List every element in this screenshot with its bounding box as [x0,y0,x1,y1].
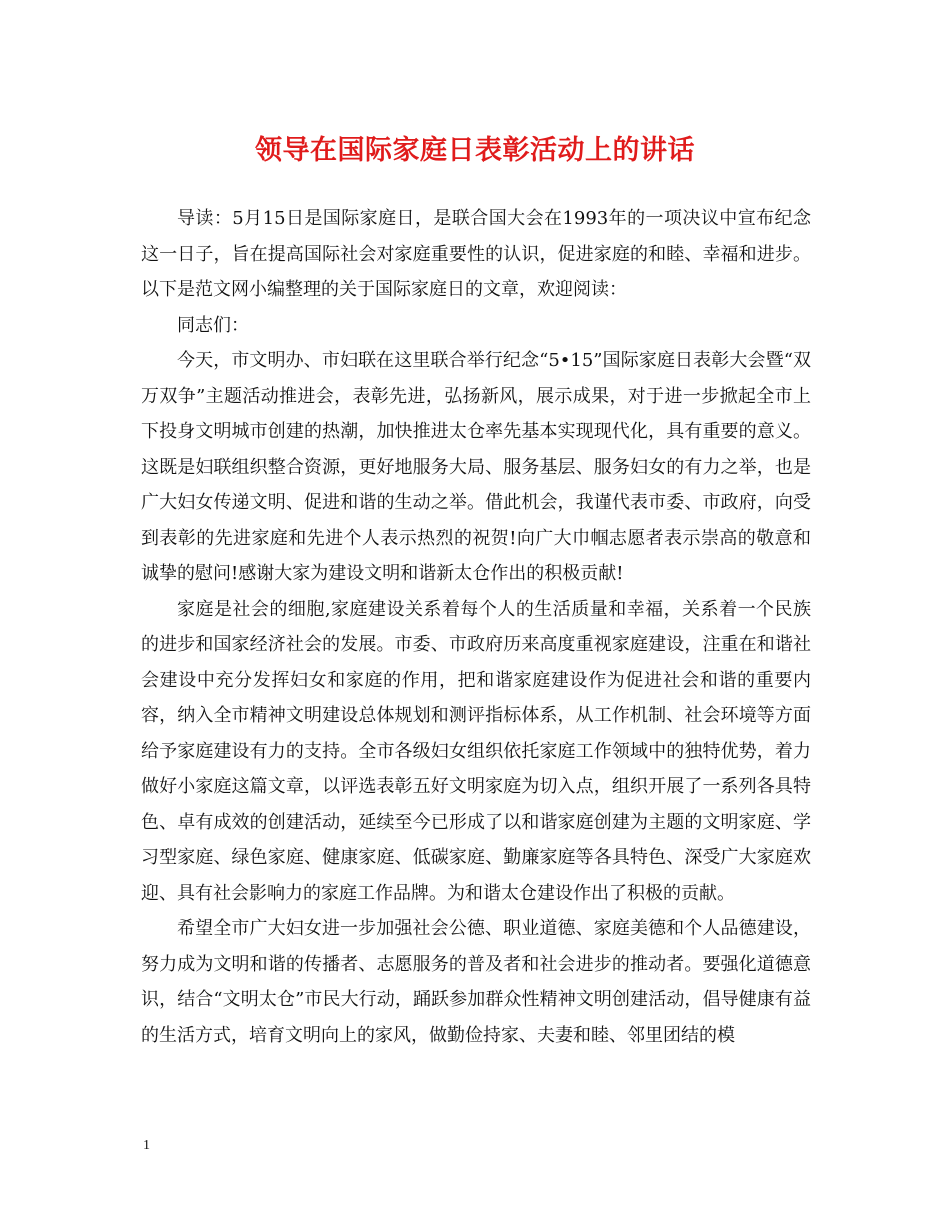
paragraph-intro: 导读：5月15日是国际家庭日，是联合国大会在1993年的一项决议中宣布纪念这一日子，旨在提高国际社会对家庭重要性的认识，促进家庭的和睦、幸福和进步。以下是范文网小编整理的关于国际家庭日的文章，欢迎阅读： [141,208,811,300]
paragraph-hopes: 希望全市广大妇女进一步加强社会公德、职业道德、家庭美德和个人品德建设，努力成为文明和谐的传播者、志愿服务的普及者和社会进步的推动者。要强化道德意识，结合“文明太仓”市民大行动，踊跃参加群众性精神文明创建活动，倡导健康有益的生活方式，培育文明向上的家风，做勤俭持家、夫妻和睦、邻里团结的模 [141,918,811,1046]
page-number: 1 [143,1138,150,1153]
document-body [141,201,811,1053]
paragraph-opening: 今天，市文明办、市妇联在这里联合举行纪念“5•15”国际家庭日表彰大会暨“双万双争”主题活动推进会，表彰先进，弘扬新风，展示成果，对于进一步掀起全市上下投身文明城市创建的热潮，加快推进太仓率先基本实现现代化，具有重要的意义。这既是妇联组织整合资源，更好地服务大局、服务基层、服务妇女的有力之举，也是广大妇女传递文明、促进和谐的生动之举。借此机会，我谨代表市委、市政府，向受到表彰的先进家庭和先进个人表示热烈的祝贺!向广大巾帼志愿者表示崇高的敬意和诚挚的慰问!感谢大家为建设文明和谐新太仓作出的积极贡献! [141,350,811,584]
document-title: 领导在国际家庭日表彰活动上的讲话 [255,135,695,166]
paragraph-family-building: 家庭是社会的细胞,家庭建设关系着每个人的生活质量和幸福，关系着一个民族的进步和国家经济社会的发展。市委、市政府历来高度重视家庭建设，注重在和谐社会建设中充分发挥妇女和家庭的作用，把和谐家庭建设作为促进社会和谐的重要内容，纳入全市精神文明建设总体规划和测评指标体系，从工作机制、社会环境等方面给予家庭建设有力的支持。全市各级妇女组织依托家庭工作领域中的独特优势，着力做好小家庭这篇文章，以评选表彰五好文明家庭为切入点，组织开展了一系列各具特色、卓有成效的创建活动，延续至今已形成了以和谐家庭创建为主题的文明家庭、学习型家庭、绿色家庭、健康家庭、低碳家庭、勤廉家庭等各具特色、深受广大家庭欢迎、具有社会影响力的家庭工作品牌。为和谐太仓建设作出了积极的贡献。 [141,598,811,904]
paragraph-salutation: 同志们： [177,314,249,336]
